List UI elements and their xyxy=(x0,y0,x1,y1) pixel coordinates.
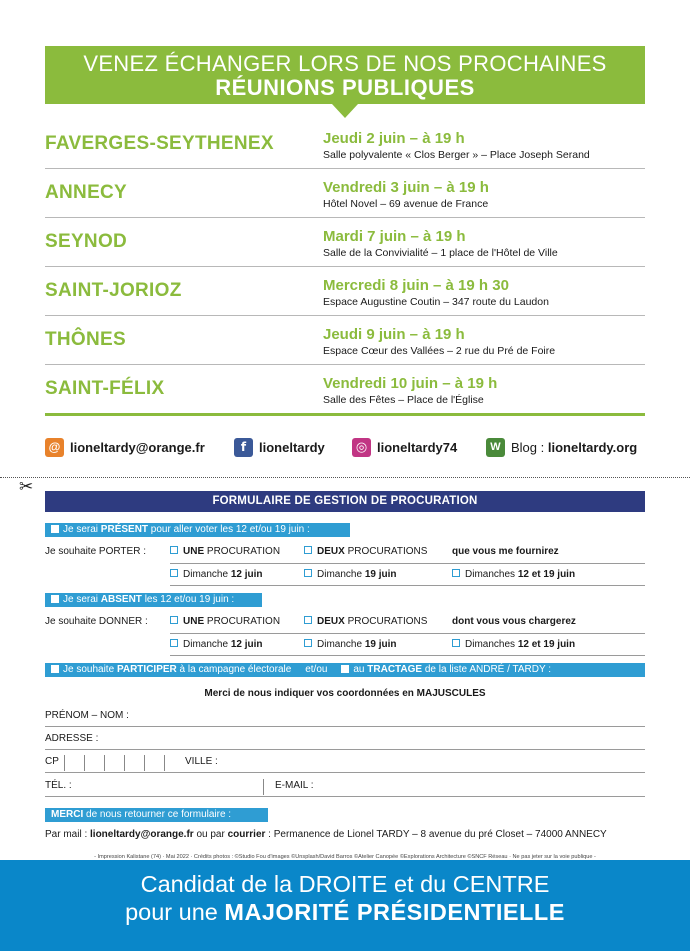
absent-bar xyxy=(45,593,262,607)
return-text: ou par xyxy=(193,829,228,840)
divider xyxy=(170,655,645,656)
bar-text: Je serai xyxy=(63,524,101,535)
meeting-place: Salle de la Convivialité – 1 place de l'Hôtel de Ville xyxy=(323,247,558,259)
meeting-date: Mercredi 8 juin – à 19 h 30 xyxy=(323,277,509,294)
meeting-date: Jeudi 2 juin – à 19 h xyxy=(323,130,465,147)
cp-cell-divider xyxy=(164,755,165,771)
porter-d1219-option[interactable] xyxy=(452,569,575,580)
checkbox[interactable] xyxy=(170,546,178,554)
coordinates-note: Merci de nous indiquer vos coordonnées en MAJUSCULES xyxy=(204,688,486,699)
meeting-row xyxy=(45,169,645,218)
participer-bar xyxy=(45,663,645,677)
bar-text: à la campagne électorale xyxy=(176,664,292,675)
cp-ville-field[interactable] xyxy=(45,772,645,773)
cp-cell-divider xyxy=(124,755,125,771)
return-bar xyxy=(45,808,268,822)
donner-label: Je souhaite DONNER : xyxy=(45,616,148,627)
checkbox[interactable] xyxy=(304,616,312,624)
cp-cell-divider xyxy=(104,755,105,771)
meeting-place: Espace Augustine Coutin – 347 route du Laudon xyxy=(323,296,549,308)
field-separator xyxy=(263,779,264,795)
bar-text: de nous retourner ce formulaire : xyxy=(83,809,232,820)
bar-text: Je serai xyxy=(63,594,101,605)
meeting-date: Mardi 7 juin – à 19 h xyxy=(323,228,466,245)
meeting-city: FAVERGES-SEYTHENEX xyxy=(45,133,274,154)
blog-icon: W xyxy=(486,438,505,457)
divider xyxy=(170,563,645,564)
bar-text: et/ou xyxy=(305,664,328,675)
bar-bold: PARTICIPER xyxy=(116,664,177,675)
email-text: lioneltardy@orange.fr xyxy=(70,439,205,455)
adresse-field[interactable] xyxy=(45,749,645,750)
option-bold: UNE xyxy=(183,616,205,627)
meeting-place: Salle polyvalente « Clos Berger » – Place Joseph Serand xyxy=(323,149,590,161)
footer-bold: MAJORITÉ PRÉSIDENTIELLE xyxy=(224,899,565,925)
social-links xyxy=(45,437,645,459)
checkbox-square-icon[interactable] xyxy=(51,525,59,533)
bar-bold: MERCI xyxy=(51,809,84,820)
donner-une-option[interactable] xyxy=(170,616,280,627)
porter-label: Je souhaite PORTER : xyxy=(45,546,146,557)
footer-banner xyxy=(0,860,690,951)
meeting-row xyxy=(45,120,645,169)
option-bold: 19 juin xyxy=(364,569,397,580)
facebook-icon: f xyxy=(234,438,253,457)
bar-text: pour aller voter les 12 et/ou 19 juin : xyxy=(148,524,310,535)
meeting-city: THÔNES xyxy=(45,329,126,350)
meeting-date: Vendredi 10 juin – à 19 h xyxy=(323,375,498,392)
option-text: PROCURATIONS xyxy=(344,546,428,557)
checkbox-square-icon[interactable] xyxy=(341,665,349,673)
bar-text: de la liste ANDRÉ / TARDY : xyxy=(422,664,552,675)
cp-cell-divider xyxy=(84,755,85,771)
banner-arrow xyxy=(332,104,358,118)
option-bold: DEUX xyxy=(317,616,345,627)
option-text: PROCURATION xyxy=(204,616,281,627)
scissors-icon: ✂ xyxy=(19,477,34,496)
return-instructions xyxy=(45,829,607,840)
checkbox[interactable] xyxy=(170,616,178,624)
porter-d12-option[interactable] xyxy=(170,569,263,580)
instagram-icon: ◎ xyxy=(352,438,371,457)
ville-label: VILLE : xyxy=(185,756,218,767)
porter-d19-option[interactable] xyxy=(304,569,397,580)
meeting-place: Hôtel Novel – 69 avenue de France xyxy=(323,198,489,210)
option-bold: 12 et 19 juin xyxy=(517,569,576,580)
checkbox[interactable] xyxy=(452,639,460,647)
option-bold: 12 juin xyxy=(230,569,263,580)
adresse-label: ADRESSE : xyxy=(45,733,99,744)
footer-line-1: Candidat de la DROITE et du CENTRE xyxy=(140,871,550,897)
return-courrier: courrier xyxy=(227,829,266,840)
meeting-place: Salle des Fêtes – Place de l'Église xyxy=(323,394,484,406)
cp-cell-divider xyxy=(144,755,145,771)
bar-bold: PRÉSENT xyxy=(100,524,149,535)
meeting-place: Espace Cœur des Vallées – 2 rue du Pré de Foire xyxy=(323,345,556,357)
option-bold: 12 juin xyxy=(230,639,263,650)
meeting-city: SAINT-JORIOZ xyxy=(45,280,182,301)
instagram-link[interactable] xyxy=(352,437,457,457)
footer-text: pour une xyxy=(125,899,225,925)
checkbox[interactable] xyxy=(452,569,460,577)
checkbox[interactable] xyxy=(304,546,312,554)
meeting-row xyxy=(45,218,645,267)
bar-text: au xyxy=(353,664,368,675)
email-icon: @ xyxy=(45,438,64,457)
option-text: Dimanches xyxy=(465,639,518,650)
donner-d1219-option[interactable] xyxy=(452,639,575,650)
porter-une-option[interactable] xyxy=(170,546,280,557)
meeting-city: SEYNOD xyxy=(45,231,128,252)
checkbox[interactable] xyxy=(304,639,312,647)
facebook-text: lioneltardy xyxy=(259,439,325,455)
return-text: : Permanence de Lionel TARDY – 8 avenue du pré Closet – 74000 ANNECY xyxy=(265,829,607,840)
option-text: PROCURATION xyxy=(204,546,281,557)
instagram-text: lioneltardy74 xyxy=(377,439,458,455)
donner-note: dont vous vous chargerez xyxy=(452,616,576,627)
return-mail[interactable]: lioneltardy@orange.fr xyxy=(90,829,194,840)
print-credits: - Impression Kalistane (74) · Mai 2022 · Crédits photos : ©Studio Fou d'images ©Unsplash/David Barros ©Atelier Canopée ©Explorations Architecture ©SNCF Réseau · Ne pas jeter sur la voie publique - xyxy=(94,854,596,860)
divider xyxy=(170,633,645,634)
meeting-row xyxy=(45,316,645,365)
checkbox[interactable] xyxy=(170,639,178,647)
option-bold: 12 et 19 juin xyxy=(517,639,576,650)
blog-link[interactable] xyxy=(486,437,637,457)
option-text: Dimanche xyxy=(183,569,231,580)
divider xyxy=(170,585,645,586)
bar-bold: TRACTAGE xyxy=(367,664,423,675)
blog-label: Blog : xyxy=(511,439,545,455)
porter-note: que vous me fournirez xyxy=(452,546,559,557)
prenom-nom-field[interactable] xyxy=(45,726,645,727)
meeting-row xyxy=(45,267,645,316)
bar-text: les 12 et/ou 19 juin : xyxy=(141,594,235,605)
option-text: Dimanche xyxy=(317,569,365,580)
option-bold: DEUX xyxy=(317,546,345,557)
cut-line xyxy=(0,477,690,478)
facebook-link[interactable] xyxy=(234,437,325,457)
option-bold: 19 juin xyxy=(364,639,397,650)
header-banner xyxy=(45,46,645,104)
option-text: PROCURATIONS xyxy=(344,616,428,627)
email-field-label: E-MAIL : xyxy=(275,780,314,791)
meeting-row xyxy=(45,365,645,416)
option-text: Dimanches xyxy=(465,569,518,580)
checkbox-square-icon[interactable] xyxy=(51,665,59,673)
prenom-nom-label: PRÉNOM – NOM : xyxy=(45,710,129,721)
banner-line-1: VENEZ ÉCHANGER LORS DE NOS PROCHAINES xyxy=(83,51,607,76)
meeting-date: Vendredi 3 juin – à 19 h xyxy=(323,179,489,196)
donner-d12-option[interactable] xyxy=(170,639,263,650)
blog-text: lioneltardy.org xyxy=(547,439,638,455)
bar-text: Je souhaite xyxy=(63,664,117,675)
donner-d19-option[interactable] xyxy=(304,639,397,650)
email-link[interactable] xyxy=(45,437,205,457)
present-bar xyxy=(45,523,350,537)
return-text: Par mail : xyxy=(45,829,91,840)
checkbox[interactable] xyxy=(170,569,178,577)
cp-cell-divider xyxy=(64,755,65,771)
meeting-date: Jeudi 9 juin – à 19 h xyxy=(323,326,465,343)
checkbox-square-icon[interactable] xyxy=(51,595,59,603)
form-title: FORMULAIRE DE GESTION DE PROCURATION xyxy=(45,491,645,512)
meeting-city: ANNECY xyxy=(45,182,128,203)
meetings-list xyxy=(45,120,645,416)
banner-line-2: RÉUNIONS PUBLIQUES xyxy=(215,75,475,100)
tel-label: TÉL. : xyxy=(45,780,72,791)
meeting-city: SAINT-FÉLIX xyxy=(45,378,165,399)
donner-deux-option[interactable] xyxy=(304,616,427,627)
tel-email-field[interactable] xyxy=(45,796,645,797)
checkbox[interactable] xyxy=(304,569,312,577)
cp-label: CP xyxy=(45,756,59,767)
footer-line-2 xyxy=(0,898,690,926)
option-bold: UNE xyxy=(183,546,205,557)
option-text: Dimanche xyxy=(183,639,231,650)
option-text: Dimanche xyxy=(317,639,365,650)
porter-deux-option[interactable] xyxy=(304,546,427,557)
bar-bold: ABSENT xyxy=(100,594,142,605)
